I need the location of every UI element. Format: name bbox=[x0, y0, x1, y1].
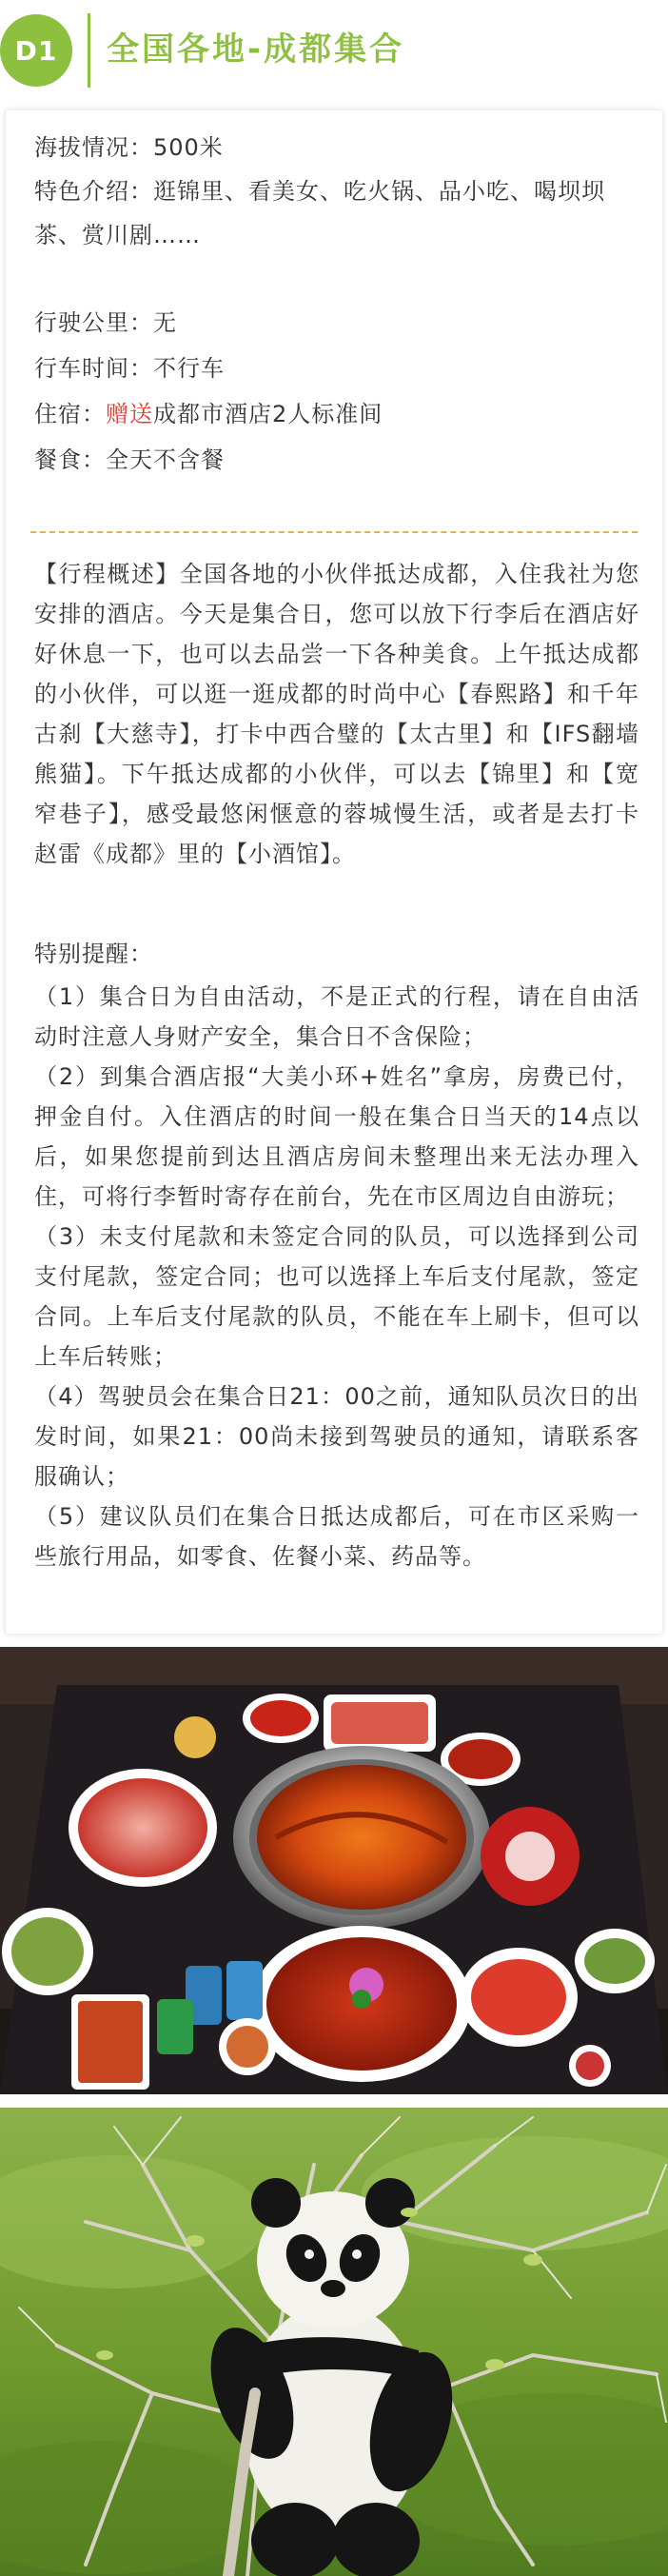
lodging-row bbox=[34, 392, 383, 436]
notice-item: （2）到集合酒店报“大美小环+姓名”拿房，房费已付，押金自付。入住酒店的时间一般在集合日当天的14点以后，如果您提前到达且酒店房间未整理出来无法办理入住，可将行李暂时寄存在前台，先在市区周边自由游玩； bbox=[34, 1063, 639, 1210]
drive-time-row bbox=[34, 347, 225, 390]
lodging-highlight: 赠送 bbox=[106, 401, 153, 427]
section-divider bbox=[30, 531, 638, 533]
day-badge: D1 bbox=[0, 14, 72, 87]
altitude-row bbox=[34, 126, 224, 169]
hotpot-photo bbox=[0, 1647, 668, 2094]
meals-row bbox=[34, 438, 225, 482]
notice-item: （4）驾驶员会在集合日21：00之前，通知队员次日的出发时间，如果21：00尚未接到驾驶员的通知，请联系客服确认； bbox=[34, 1383, 639, 1490]
meals-label: 餐食： bbox=[34, 446, 106, 473]
distance-value: 无 bbox=[153, 309, 177, 336]
page-title: 全国各地-成都集合 bbox=[107, 30, 405, 69]
lodging-label: 住宿： bbox=[34, 401, 106, 427]
overview-paragraph: 【行程概述】全国各地的小伙伴抵达成都，入住我社为您安排的酒店。今天是集合日，您可以放下行李后在酒店好好休息一下，也可以去品尝一下各种美食。上午抵达成都的小伙伴，可以逛一逛成都的时尚中心【春熙路】和千年古刹【大慈寺】，打卡中西合璧的【太古里】和【IFS翻墙熊猫】。下午抵达成都的小伙伴，可以去【锦里】和【宽窄巷子】，感受最悠闲惬意的蓉城慢生活，或者是去打卡赵雷《成都》里的【小酒馆】。 bbox=[34, 561, 639, 867]
panda-photo bbox=[0, 2108, 668, 2576]
itinerary-card bbox=[6, 110, 662, 1634]
notice-item: （1）集合日为自由活动，不是正式的行程，请在自由活动时注意人身财产安全，集合日不含保险； bbox=[34, 983, 639, 1050]
header-divider bbox=[88, 13, 90, 88]
drive-time-value: 不行车 bbox=[153, 355, 225, 382]
feature-label: 特色介绍： bbox=[34, 178, 153, 205]
notice-list bbox=[34, 977, 639, 1576]
altitude-value: 500米 bbox=[153, 134, 224, 161]
feature-row bbox=[34, 169, 634, 257]
drive-time-label: 行车时间： bbox=[34, 355, 153, 382]
distance-label: 行驶公里： bbox=[34, 309, 153, 336]
altitude-label: 海拔情况： bbox=[34, 134, 153, 161]
distance-row bbox=[34, 301, 177, 345]
lodging-value: 成都市酒店2人标准间 bbox=[153, 401, 383, 427]
notice-item: （3）未支付尾款和未签定合同的队员，可以选择到公司支付尾款，签定合同；也可以选择上车后支付尾款，签定合同。上车后支付尾款的队员，不能在车上刷卡，但可以上车后转账； bbox=[34, 1223, 639, 1370]
day-header bbox=[0, 0, 668, 105]
meals-value: 全天不含餐 bbox=[106, 446, 225, 473]
notice-title: 特别提醒： bbox=[34, 941, 153, 967]
notice-item: （5）建议队员们在集合日抵达成都后，可在市区采购一些旅行用品，如零食、佐餐小菜、药品等。 bbox=[34, 1503, 639, 1570]
feature-value: 逛锦里、看美女、吃火锅、品小吃、喝坝坝茶、赏川剧…… bbox=[34, 178, 605, 248]
